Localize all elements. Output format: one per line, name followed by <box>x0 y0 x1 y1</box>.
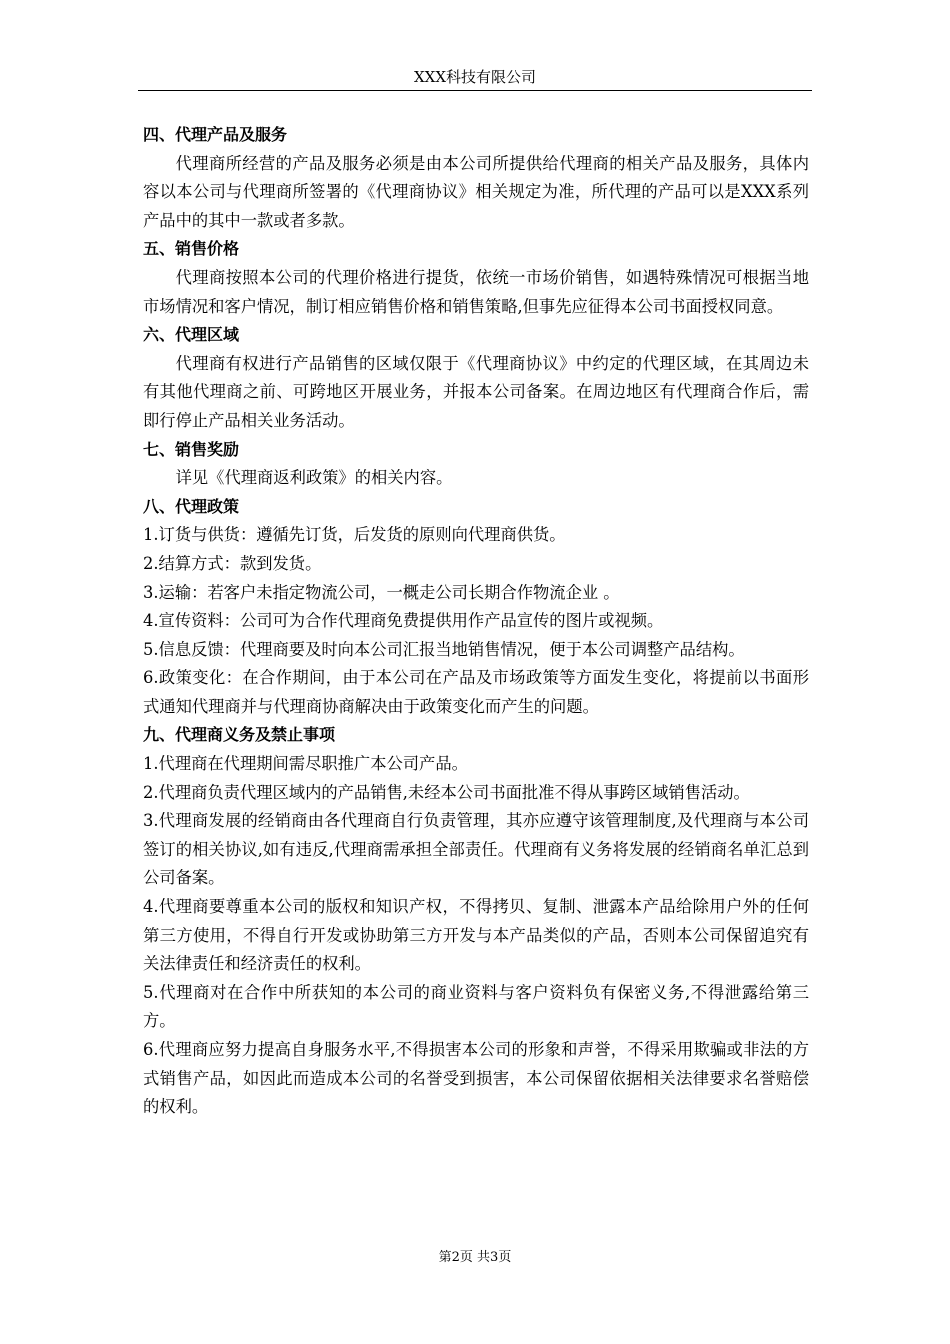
header-divider <box>138 90 812 91</box>
list-item: 3.运输：若客户未指定物流公司，一概走公司长期合作物流企业 。 <box>143 582 620 602</box>
page-footer-number: 第2页 共3页 <box>438 1250 512 1265</box>
list-item: 2.结算方式：款到发货。 <box>143 553 322 573</box>
list-item: 1.代理商在代理期间需尽职推广本公司产品。 <box>143 754 468 774</box>
list-item: 5.信息反馈：代理商要及时向本公司汇报当地销售情况，便于本公司调整产品结构。 <box>143 639 745 659</box>
list-item: 6.代理商应努力提高自身服务水平,不得损害本公司的形象和声誉，不得采用欺骗或非法的方式销售产品，如因此而造成本公司的名誉受到损害，本公司保留依据相关法律要求名誉赔偿的权利。 <box>143 1040 809 1117</box>
list-item: 4.代理商要尊重本公司的版权和知识产权，不得拷贝、复制、泄露本产品给除用户外的任何第三方使用，不得自行开发或协助第三方开发与本产品类似的产品，否则本公司保留追究有关法律责任和经济责任的权利。 <box>143 897 809 974</box>
section-paragraph-price: 代理商按照本公司的代理价格进行提货，依统一市场价销售，如遇特殊情况可根据当地市场情况和客户情况，制订相应销售价格和销售策略,但事先应征得本公司书面授权同意。 <box>143 267 809 316</box>
section-heading-obligations: 九、代理商义务及禁止事项 <box>143 725 336 745</box>
list-item: 4.宣传资料：公司可为合作代理商免费提供用作产品宣传的图片或视频。 <box>143 611 664 631</box>
list-item: 2.代理商负责代理区域内的产品销售,未经本公司书面批准不得从事跨区域销售活动。 <box>143 782 750 802</box>
section-paragraph-products: 代理商所经营的产品及服务必须是由本公司所提供给代理商的相关产品及服务，具体内容以本公司与代理商所签署的《代理商协议》相关规定为准，所代理的产品可以是XXX系列产品中的其中一款或者多款。 <box>143 153 809 230</box>
section-heading-price: 五、销售价格 <box>143 239 240 259</box>
list-item: 5.代理商对在合作中所获知的本公司的商业资料与客户资料负有保密义务,不得泄露给第三方。 <box>143 982 809 1031</box>
document-body <box>143 121 809 1122</box>
section-heading-region: 六、代理区域 <box>143 325 240 345</box>
section-paragraph-rewards: 详见《代理商返利政策》的相关内容。 <box>175 468 453 488</box>
list-item: 6.政策变化：在合作期间，由于本公司在产品及市场政策等方面发生变化，将提前以书面形式通知代理商并与代理商协商解决由于政策变化而产生的问题。 <box>143 668 809 716</box>
section-heading-rewards: 七、销售奖励 <box>143 439 240 459</box>
list-item: 3.代理商发展的经销商由各代理商自行负责管理，其亦应遵守该管理制度,及代理商与本公司签订的相关协议,如有违反,代理商需承担全部责任。代理商有义务将发展的经销商名单汇总到公司备案。 <box>143 811 809 888</box>
list-item: 1.订货与供货：遵循先订货，后发货的原则向代理商供货。 <box>143 525 566 545</box>
section-heading-products: 四、代理产品及服务 <box>143 125 288 144</box>
page-header-title: XXX科技有限公司 <box>413 68 537 86</box>
section-paragraph-region: 代理商有权进行产品销售的区域仅限于《代理商协议》中约定的代理区域，在其周边未有其他代理商之前、可跨地区开展业务，并报本公司备案。在周边地区有代理商合作后，需即行停止产品相关业务活动。 <box>143 353 809 430</box>
section-heading-policy: 八、代理政策 <box>143 496 240 516</box>
